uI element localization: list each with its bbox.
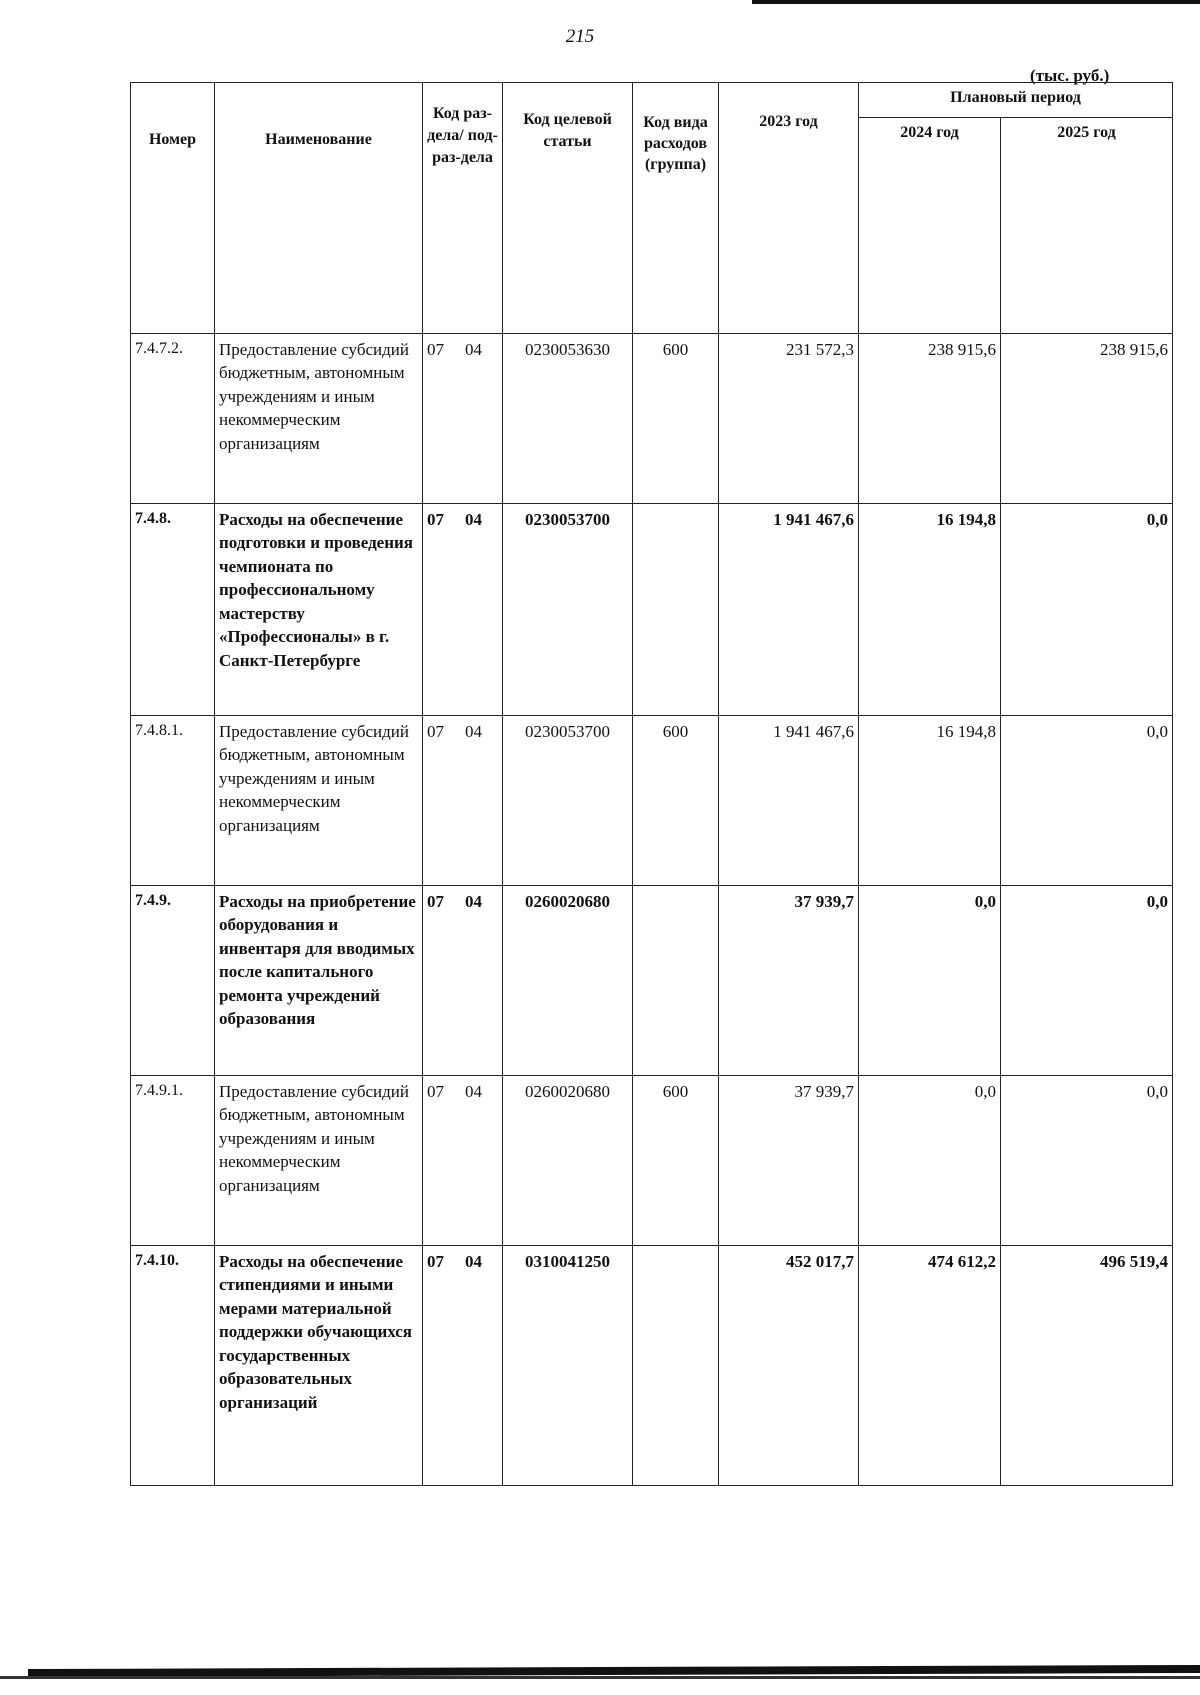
row-expense-type: 600 <box>633 716 719 886</box>
row-expense-type <box>633 886 719 1076</box>
row-subsection: 04 <box>465 722 482 741</box>
table-row <box>131 716 1173 886</box>
row-number: 7.4.7.2. <box>131 334 215 504</box>
header-2025: 2025 год <box>1001 118 1173 334</box>
row-target-code: 0230053700 <box>503 504 633 716</box>
budget-table <box>130 82 1173 1486</box>
table-row <box>131 1246 1173 1486</box>
row-subsection: 04 <box>465 340 482 359</box>
row-name: Расходы на обеспечение подготовки и проведения чемпионата по профессиональному мастерству «Профессионалы» в г. Санкт-Петербурге <box>215 504 423 716</box>
header-expense-type: Код вида расходов (группа) <box>633 83 719 334</box>
scan-edge-bottom-line <box>0 1676 1200 1679</box>
row-number: 7.4.8. <box>131 504 215 716</box>
row-expense-type <box>633 1246 719 1486</box>
row-section-code <box>423 716 503 886</box>
scan-edge-top <box>752 0 1200 4</box>
row-amount-2024: 0,0 <box>859 1076 1001 1246</box>
row-amount-2024: 0,0 <box>859 886 1001 1076</box>
header-section-code: Код раз-дела/ под-раз-дела <box>423 83 503 334</box>
row-amount-2023: 231 572,3 <box>719 334 859 504</box>
row-target-code: 0260020680 <box>503 886 633 1076</box>
row-amount-2023: 1 941 467,6 <box>719 504 859 716</box>
row-subsection: 04 <box>465 892 482 911</box>
row-amount-2025: 0,0 <box>1001 716 1173 886</box>
row-number: 7.4.9. <box>131 886 215 1076</box>
row-section-code <box>423 334 503 504</box>
table-header <box>131 83 1173 334</box>
row-amount-2023: 452 017,7 <box>719 1246 859 1486</box>
row-section: 07 <box>427 1252 444 1271</box>
row-amount-2024: 16 194,8 <box>859 504 1001 716</box>
row-expense-type: 600 <box>633 1076 719 1246</box>
row-target-code: 0230053700 <box>503 716 633 886</box>
row-amount-2024: 238 915,6 <box>859 334 1001 504</box>
row-name: Расходы на обеспечение стипендиями и иными мерами материальной поддержки обучающихся государственных образовательных организаций <box>215 1246 423 1486</box>
row-section: 07 <box>427 892 444 911</box>
row-amount-2023: 37 939,7 <box>719 886 859 1076</box>
table-row <box>131 886 1173 1076</box>
row-subsection: 04 <box>465 1082 482 1101</box>
row-section: 07 <box>427 1082 444 1101</box>
table-row <box>131 334 1173 504</box>
row-section: 07 <box>427 722 444 741</box>
row-amount-2025: 0,0 <box>1001 1076 1173 1246</box>
row-amount-2025: 0,0 <box>1001 886 1173 1076</box>
row-amount-2025: 496 519,4 <box>1001 1246 1173 1486</box>
row-amount-2025: 0,0 <box>1001 504 1173 716</box>
header-name: Наименование <box>215 83 423 334</box>
row-section: 07 <box>427 510 444 529</box>
row-section: 07 <box>427 340 444 359</box>
header-2023: 2023 год <box>719 83 859 334</box>
row-name: Предоставление субсидий бюджетным, автономным учреждениям и иным некоммерческим организациям <box>215 334 423 504</box>
row-target-code: 0310041250 <box>503 1246 633 1486</box>
row-expense-type: 600 <box>633 334 719 504</box>
table-row <box>131 1076 1173 1246</box>
table-body <box>131 334 1173 1486</box>
row-amount-2024: 474 612,2 <box>859 1246 1001 1486</box>
row-number: 7.4.10. <box>131 1246 215 1486</box>
header-2024: 2024 год <box>859 118 1001 334</box>
header-target-code: Код целевой статьи <box>503 83 633 334</box>
row-amount-2023: 1 941 467,6 <box>719 716 859 886</box>
row-name: Предоставление субсидий бюджетным, автономным учреждениям и иным некоммерческим организациям <box>215 1076 423 1246</box>
table-row <box>131 504 1173 716</box>
row-section-code <box>423 504 503 716</box>
row-target-code: 0230053630 <box>503 334 633 504</box>
row-amount-2024: 16 194,8 <box>859 716 1001 886</box>
row-subsection: 04 <box>465 510 482 529</box>
row-amount-2023: 37 939,7 <box>719 1076 859 1246</box>
row-target-code: 0260020680 <box>503 1076 633 1246</box>
units-label: (тыс. руб.) <box>1030 66 1110 85</box>
header-number: Номер <box>131 83 215 334</box>
row-section-code <box>423 1246 503 1486</box>
row-section-code <box>423 1076 503 1246</box>
row-subsection: 04 <box>465 1252 482 1271</box>
header-planned-period: Плановый период <box>859 83 1173 118</box>
row-number: 7.4.9.1. <box>131 1076 215 1246</box>
row-section-code <box>423 886 503 1076</box>
row-number: 7.4.8.1. <box>131 716 215 886</box>
row-name: Предоставление субсидий бюджетным, автономным учреждениям и иным некоммерческим организациям <box>215 716 423 886</box>
row-amount-2025: 238 915,6 <box>1001 334 1173 504</box>
page-number: 215 <box>565 26 595 47</box>
row-name: Расходы на приобретение оборудования и инвентаря для вводимых после капитального ремонта учреждений образования <box>215 886 423 1076</box>
row-expense-type <box>633 504 719 716</box>
